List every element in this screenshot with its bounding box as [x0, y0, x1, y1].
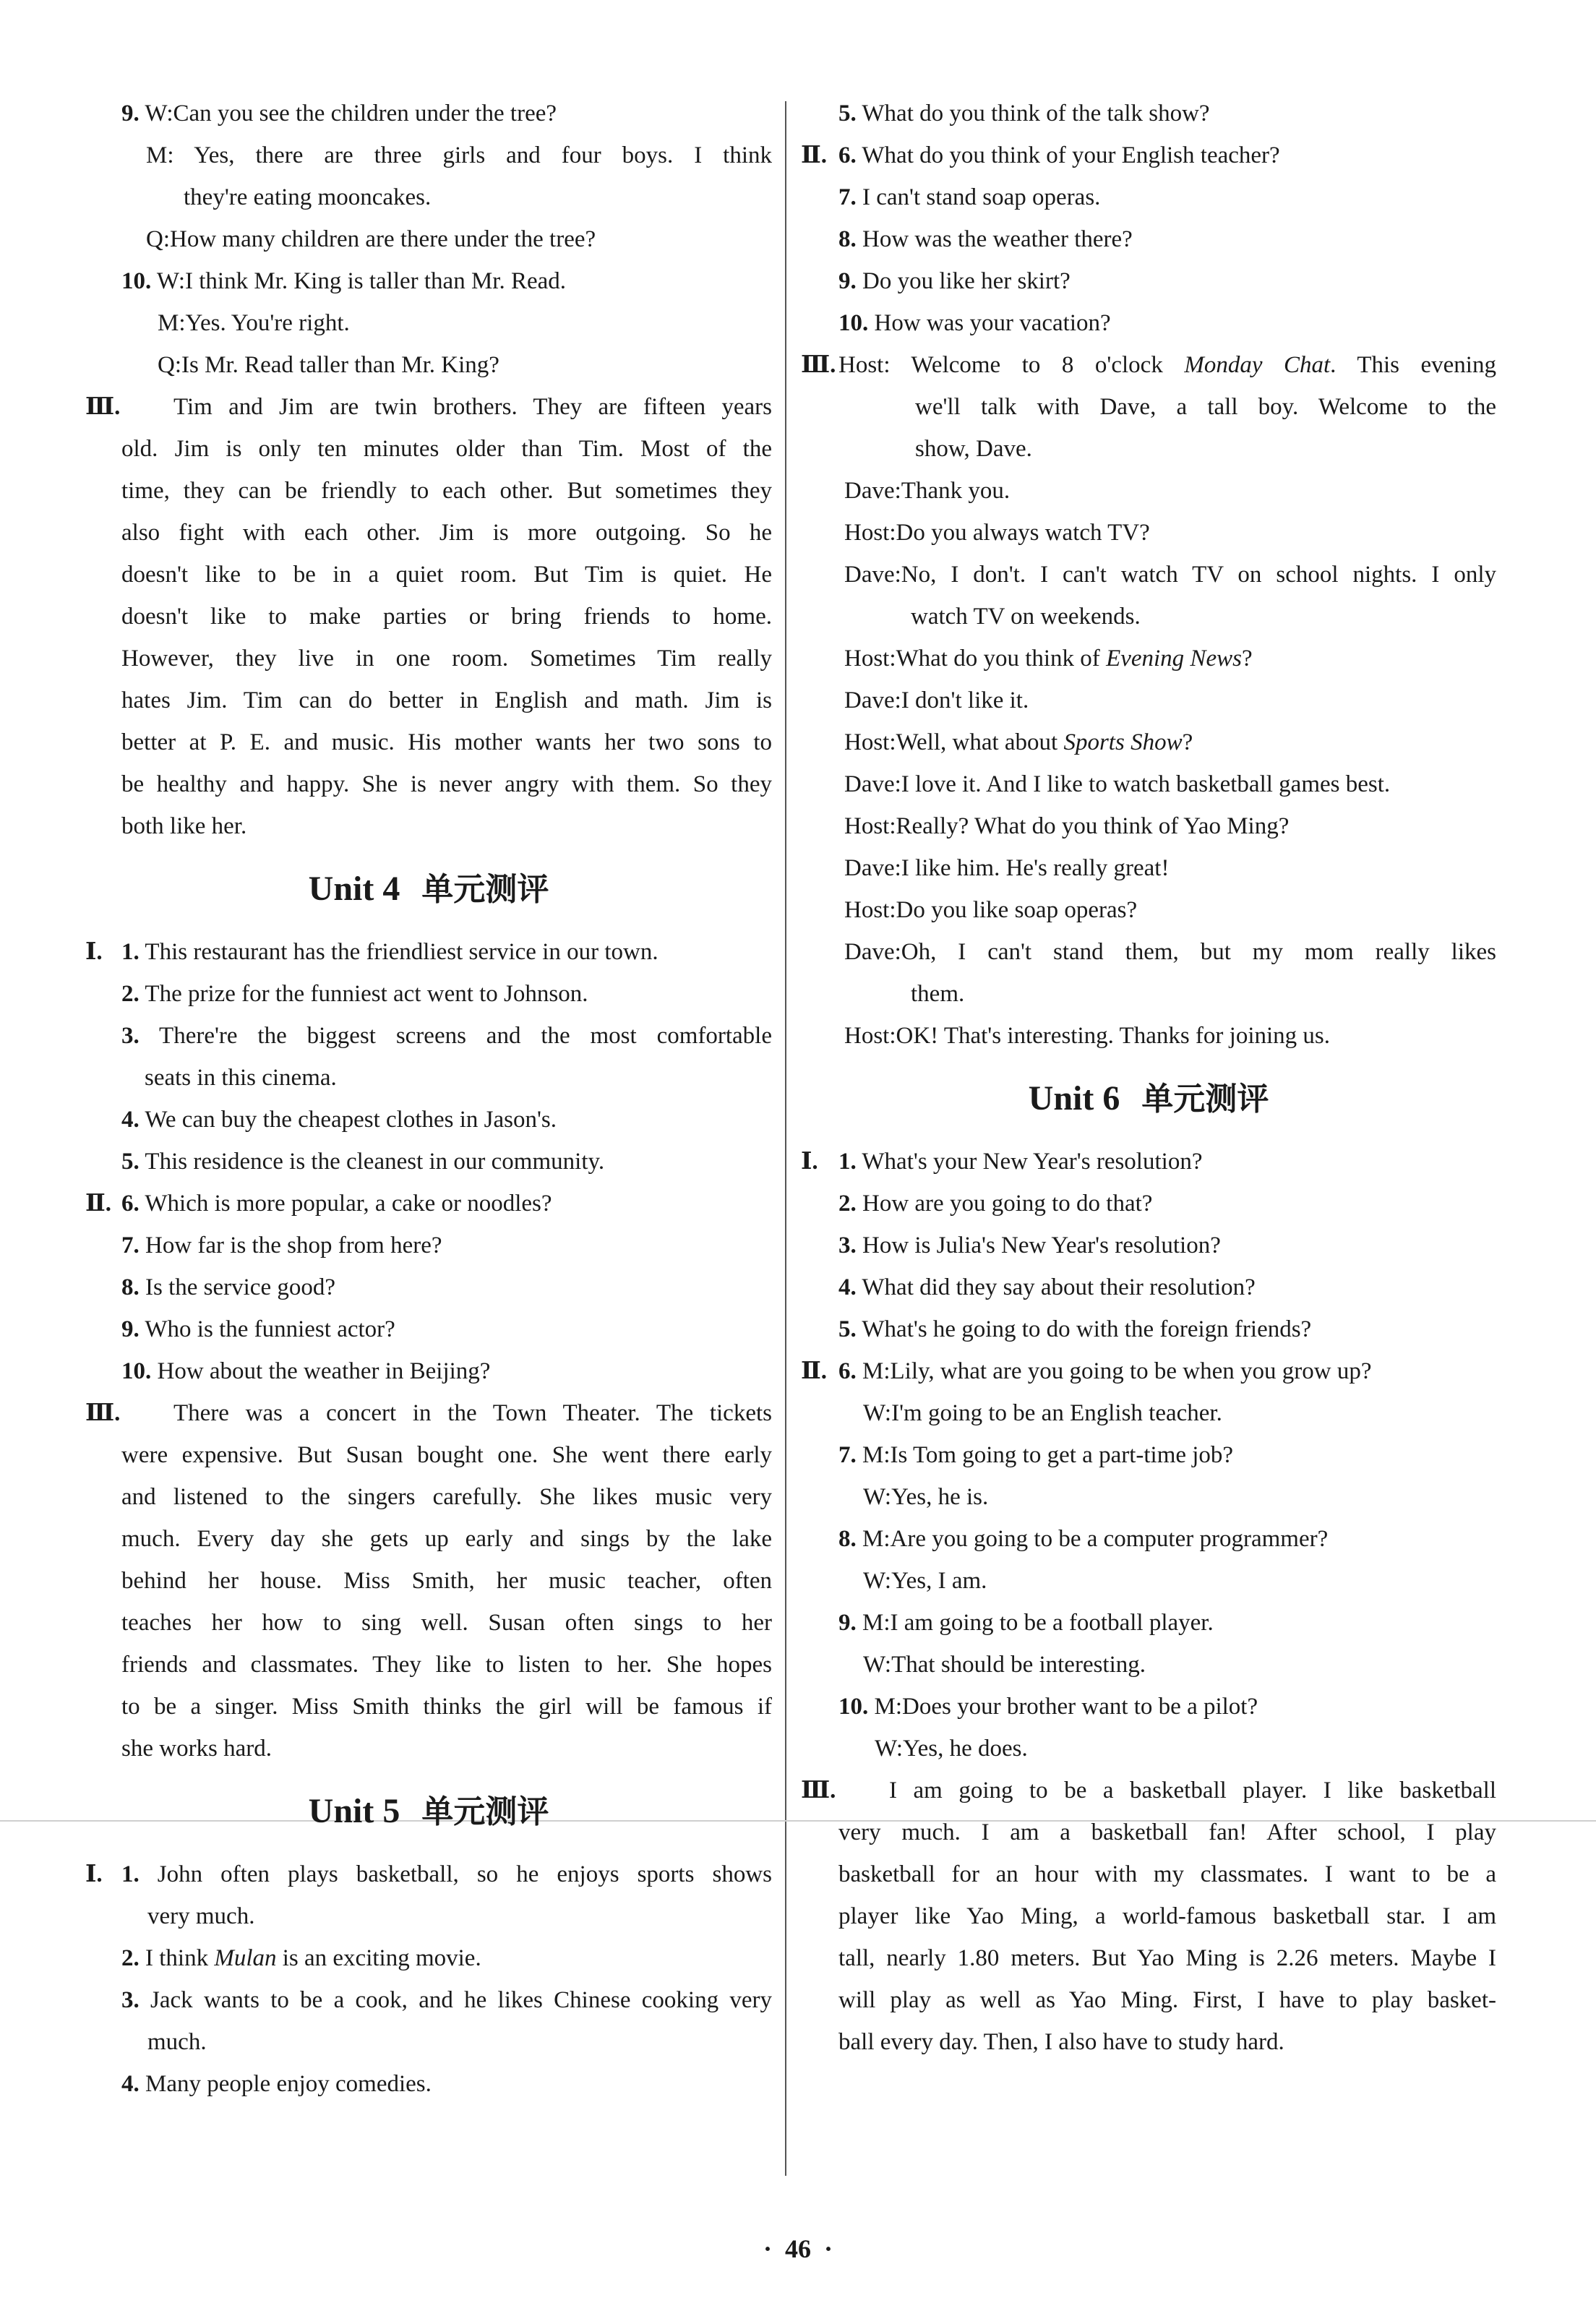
list-item: Ⅰ. 1. John often plays basketball, so he enjoys sports shows [85, 1853, 772, 1895]
section-marker: Ⅱ. [85, 1191, 112, 1217]
passage-line: old. Jim is only ten minutes older than Tim. Most of the [121, 436, 772, 462]
passage-line: she works hard. [121, 1736, 273, 1762]
list-item: 8. How was the weather there? [838, 226, 1133, 252]
list-item: M:Yes. You're right. [158, 310, 350, 336]
list-item: 10. How was your vacation? [838, 310, 1111, 336]
list-item: they're eating mooncakes. [184, 184, 432, 210]
dialogue-line: we'll talk with Dave, a tall boy. Welcome to the [915, 394, 1496, 420]
list-item: Ⅱ. 6. M:Lily, what are you going to be when you grow up? [801, 1350, 1496, 1392]
list-item: 2. How are you going to do that? [838, 1191, 1153, 1217]
passage-line: behind her house. Miss Smith, her music teacher, often [121, 1568, 772, 1594]
passage-line: hates Jim. Tim can do better in English and math. Jim is [121, 687, 772, 713]
passage-line: and listened to the singers carefully. She likes music very [121, 1484, 772, 1510]
list-item: W:That should be interesting. [863, 1652, 1146, 1678]
list-item: 5. What do you think of the talk show? [838, 100, 1210, 126]
dialogue-line: Dave:Thank you. [844, 478, 1011, 504]
list-item: 7. I can't stand soap operas. [838, 184, 1101, 210]
dialogue-line: Host:OK! That's interesting. Thanks for joining us. [844, 1023, 1331, 1049]
section-marker: Ⅲ. [85, 394, 121, 420]
passage-line: player like Yao Ming, a world-famous basketball star. I am [838, 1903, 1496, 1929]
passage-line: teaches her how to sing well. Susan often sings to her [121, 1610, 772, 1636]
passage-line: doesn't like to make parties or bring friends to home. [121, 604, 772, 630]
passage-line: ball every day. Then, I also have to study hard. [838, 2029, 1284, 2055]
list-item: Q:How many children are there under the tree? [146, 226, 596, 252]
list-item: very much. [147, 1903, 255, 1929]
list-item: 10. M:Does your brother want to be a pilot? [838, 1694, 1258, 1720]
section-marker: Ⅰ. [85, 1861, 103, 1887]
section-marker: Ⅰ. [85, 939, 103, 965]
passage-line: Ⅲ. Tim and Jim are twin brothers. They are fifteen years [85, 386, 772, 428]
unit-heading: Unit 5 单元测评 [308, 1792, 549, 1830]
list-item: Ⅰ. 1. This restaurant has the friendliest service in our town. [85, 931, 772, 973]
list-item: 4. We can buy the cheapest clothes in Jason's. [121, 1107, 557, 1133]
list-item: 9. Do you like her skirt? [838, 268, 1071, 294]
dialogue-line: Host:What do you think of Evening News? [844, 646, 1253, 672]
passage-line: very much. I am a basketball fan! After school, I play [838, 1819, 1496, 1845]
list-item: 8. Is the service good? [121, 1274, 335, 1300]
section-marker: Ⅲ. [801, 1777, 836, 1804]
section-marker: Ⅱ. [801, 1358, 828, 1384]
list-item: W:Yes, I am. [863, 1568, 987, 1594]
list-item: 10. W:I think Mr. King is taller than Mr. Read. [121, 268, 567, 294]
list-item: M: Yes, there are three girls and four boys. I think [146, 142, 772, 168]
dialogue-line: Dave:I like him. He's really great! [844, 855, 1170, 881]
passage-line: better at P. E. and music. His mother wants her two sons to [121, 729, 772, 755]
passage-line: Ⅲ. I am going to be a basketball player. I like basketball [801, 1770, 1496, 1811]
dialogue-line: Dave:No, I don't. I can't watch TV on school nights. I only [844, 562, 1496, 588]
dialogue-line: watch TV on weekends. [911, 604, 1141, 630]
list-item: 10. How about the weather in Beijing? [121, 1358, 491, 1384]
dialogue-line: Host:Do you like soap operas? [844, 897, 1138, 923]
unit-heading: Unit 6 单元测评 [1028, 1079, 1269, 1118]
list-item: seats in this cinema. [145, 1065, 337, 1091]
passage-line: basketball for an hour with my classmates. I want to be a [838, 1861, 1496, 1887]
dialogue-line: Dave:I don't like it. [844, 687, 1029, 713]
list-item: 7. How far is the shop from here? [121, 1232, 442, 1258]
dialogue-line: Dave:I love it. And I like to watch basketball games best. [844, 771, 1391, 797]
passage-line: tall, nearly 1.80 meters. But Yao Ming is 2.26 meters. Maybe I [838, 1945, 1496, 1971]
dialogue-line: Host:Do you always watch TV? [844, 520, 1150, 546]
column-divider [785, 101, 786, 2176]
section-marker: Ⅱ. [801, 142, 828, 168]
list-item: much. [147, 2029, 207, 2055]
list-item: 3. How is Julia's New Year's resolution? [838, 1232, 1221, 1258]
list-item: 5. This residence is the cleanest in our community. [121, 1149, 605, 1175]
list-item: 2. I think Mulan is an exciting movie. [121, 1945, 481, 1971]
dialogue-line: Host:Really? What do you think of Yao Ming? [844, 813, 1290, 839]
list-item: Q:Is Mr. Read taller than Mr. King? [158, 352, 499, 378]
list-item: 9. Who is the funniest actor? [121, 1316, 395, 1342]
dialogue-line: Ⅲ. Host: Welcome to 8 o'clock Monday Chat. This evening [801, 344, 1496, 386]
passage-line: doesn't like to be in a quiet room. But Tim is quiet. He [121, 562, 772, 588]
list-item: Ⅱ. 6. Which is more popular, a cake or noodles? [85, 1183, 772, 1225]
left-column [85, 93, 772, 2105]
list-item: 9. M:I am going to be a football player. [838, 1610, 1214, 1636]
passage-line: be healthy and happy. She is never angry with them. So they [121, 771, 772, 797]
list-item: 3. Jack wants to be a cook, and he likes Chinese cooking very [121, 1987, 772, 2013]
list-item: 9. W:Can you see the children under the tree? [121, 100, 557, 126]
section-marker: Ⅲ. [801, 352, 836, 378]
passage-line: much. Every day she gets up early and sings by the lake [121, 1526, 772, 1552]
dialogue-line: Host:Well, what about Sports Show? [844, 729, 1193, 755]
list-item: 2. The prize for the funniest act went to Johnson. [121, 981, 588, 1007]
passage-line: However, they live in one room. Sometimes Tim really [121, 646, 772, 672]
list-item: W:I'm going to be an English teacher. [863, 1400, 1222, 1426]
dialogue-line: them. [911, 981, 965, 1007]
list-item: 8. M:Are you going to be a computer programmer? [838, 1526, 1329, 1552]
list-item: Ⅰ. 1. What's your New Year's resolution? [801, 1141, 1496, 1183]
passage-line: Ⅲ. There was a concert in the Town Theater. The tickets [85, 1392, 772, 1434]
list-item: 4. Many people enjoy comedies. [121, 2071, 432, 2097]
section-marker: Ⅰ. [801, 1149, 818, 1175]
dialogue-line: Dave:Oh, I can't stand them, but my mom really likes [844, 939, 1496, 965]
list-item: W:Yes, he is. [863, 1484, 989, 1510]
passage-line: were expensive. But Susan bought one. She went there early [121, 1442, 772, 1468]
list-item: 7. M:Is Tom going to get a part-time job? [838, 1442, 1234, 1468]
list-item: 3. There're the biggest screens and the most comfortable [121, 1023, 772, 1049]
dialogue-line: show, Dave. [915, 436, 1032, 462]
page-number: · 46 · [763, 2234, 833, 2263]
list-item: 4. What did they say about their resolution? [838, 1274, 1256, 1300]
passage-line: friends and classmates. They like to listen to her. She hopes [121, 1652, 772, 1678]
list-item: Ⅱ. 6. What do you think of your English teacher? [801, 134, 1496, 176]
passage-line: both like her. [121, 813, 247, 839]
passage-line: time, they can be friendly to each other. But sometimes they [121, 478, 772, 504]
unit-heading: Unit 4 单元测评 [308, 870, 549, 908]
passage-line: to be a singer. Miss Smith thinks the girl will be famous if [121, 1694, 772, 1720]
passage-line: will play as well as Yao Ming. First, I have to play basket- [838, 1987, 1496, 2013]
list-item: 5. What's he going to do with the foreign friends? [838, 1316, 1312, 1342]
right-column [801, 93, 1496, 2063]
section-marker: Ⅲ. [85, 1400, 121, 1426]
list-item: W:Yes, he does. [875, 1736, 1028, 1762]
passage-line: also fight with each other. Jim is more outgoing. So he [121, 520, 772, 546]
